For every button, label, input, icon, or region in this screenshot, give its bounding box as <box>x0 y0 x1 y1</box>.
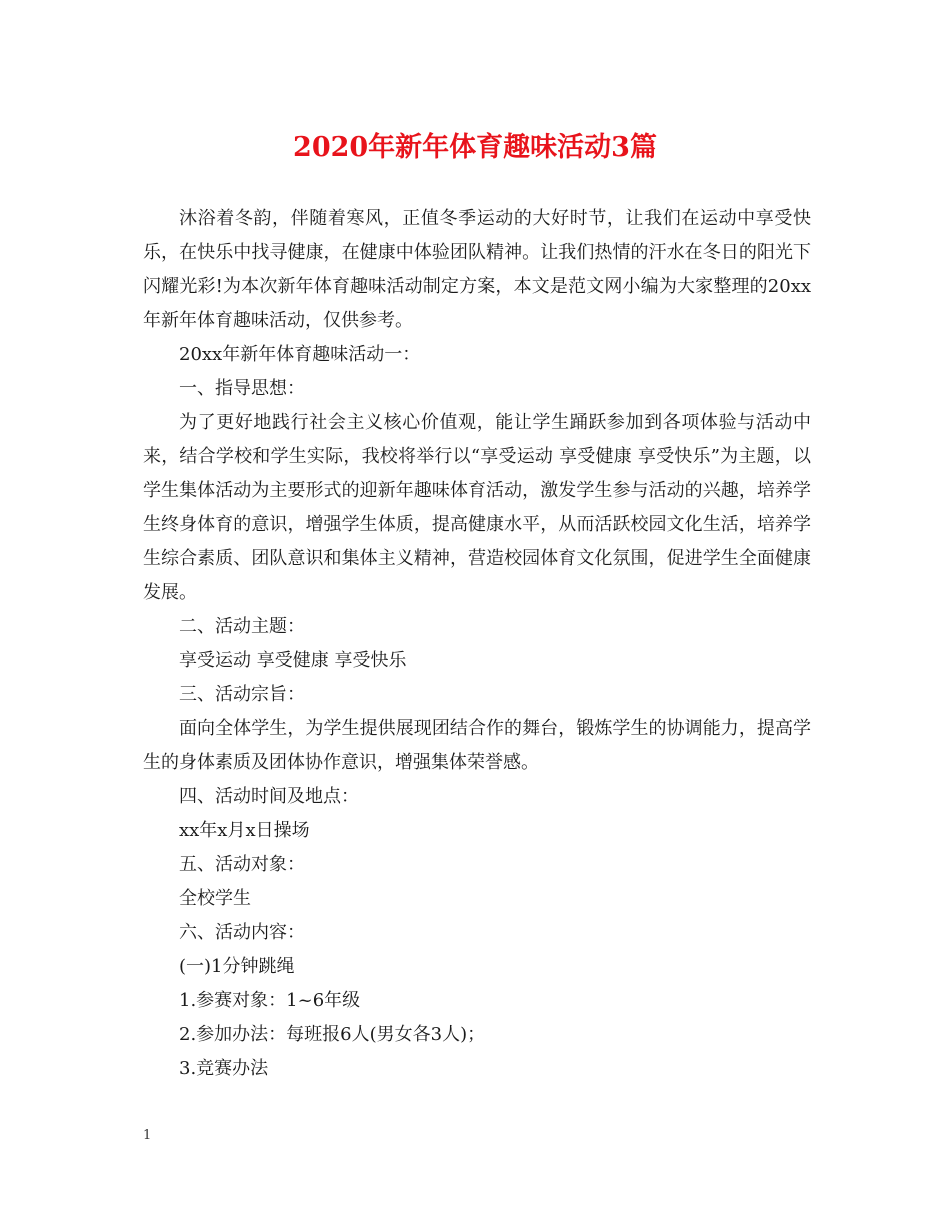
paragraph-intro: 沐浴着冬韵，伴随着寒风，正值冬季运动的大好时节，让我们在运动中享受快乐，在快乐中找寻健康，在健康中体验团队精神。让我们热情的汗水在冬日的阳光下闪耀光彩!为本次新年体育趣味活动制定方案，本文是范文网小编为大家整理的20xx年新年体育趣味活动，仅供参考。 <box>143 208 811 331</box>
paragraph-participants: 全校学生 <box>179 888 251 909</box>
section-heading-time-place: 四、活动时间及地点： <box>179 786 359 807</box>
paragraph-time-place: xx年x月x日操场 <box>179 820 310 841</box>
list-item-registration: 2.参加办法：每班报6人(男女各3人)； <box>179 1024 486 1045</box>
page-number: 1 <box>143 1128 152 1143</box>
paragraph-purpose: 面向全体学生，为学生提供展现团结合作的舞台，锻炼学生的协调能力，提高学生的身体素质及团体协作意识，增强集体荣誉感。 <box>143 718 811 773</box>
section-heading-theme: 二、活动主题： <box>179 616 305 637</box>
list-item-competition-rules: 3.竞赛办法 <box>179 1058 269 1079</box>
section-heading-purpose: 三、活动宗旨： <box>179 684 305 705</box>
document-body <box>143 202 811 1086</box>
paragraph-guiding-ideology: 为了更好地践行社会主义核心价值观，能让学生踊跃参加到各项体验与活动中来，结合学校和学生实际，我校将举行以“享受运动 享受健康 享受快乐”为主题，以学生集体活动为主要形式的迎新年趣味体育活动，激发学生参与活动的兴趣，培养学生终身体育的意识，增强学生体质，提高健康水平，从而活跃校园文化生活，培养学生综合素质、团队意识和集体主义精神，营造校园体育文化氛围，促进学生全面健康发展。 <box>143 412 811 603</box>
section-heading-participants: 五、活动对象： <box>179 854 305 875</box>
paragraph-theme: 享受运动 享受健康 享受快乐 <box>179 650 407 671</box>
section-heading-guiding-ideology: 一、指导思想： <box>179 378 305 399</box>
list-item-eligibility: 1.参赛对象：1~6年级 <box>179 990 361 1011</box>
section-heading-content: 六、活动内容： <box>179 922 305 943</box>
paragraph-activity-one-heading: 20xx年新年体育趣味活动一： <box>179 344 421 365</box>
document-title: 2020年新年体育趣味活动3篇 <box>293 132 657 163</box>
subsection-jump-rope: (一)1分钟跳绳 <box>179 956 295 977</box>
